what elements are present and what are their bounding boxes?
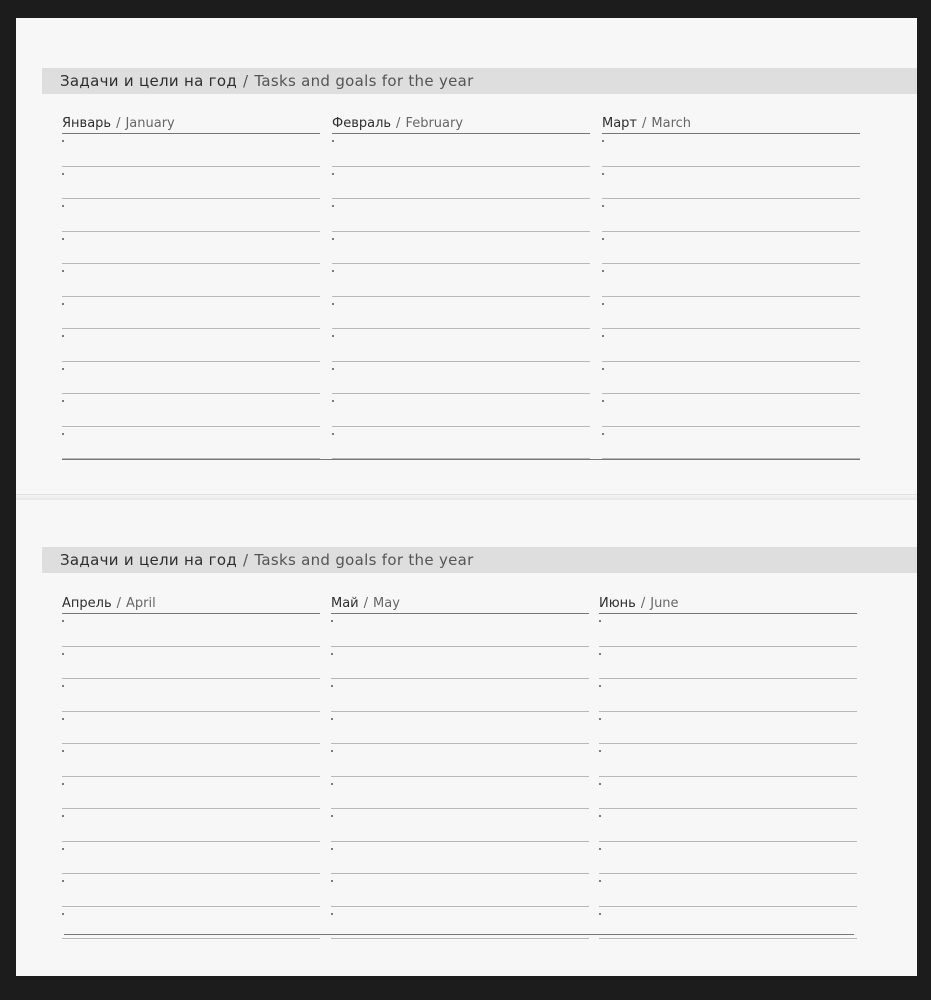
writing-line[interactable] (602, 232, 860, 265)
line-bullet-dot (62, 303, 64, 305)
writing-line[interactable] (599, 647, 857, 680)
writing-line[interactable] (62, 329, 320, 362)
writing-line[interactable] (599, 679, 857, 712)
line-bullet-dot (331, 620, 333, 622)
writing-line[interactable] (62, 744, 320, 777)
month-column-february (332, 112, 590, 459)
writing-lines[interactable] (331, 614, 589, 939)
month-name-en: March (651, 116, 692, 131)
month-name-en: May (373, 596, 400, 611)
line-bullet-dot (62, 433, 64, 435)
writing-line[interactable] (602, 134, 860, 167)
line-bullet-dot (332, 303, 334, 305)
line-bullet-dot (599, 913, 601, 915)
writing-line[interactable] (62, 842, 320, 875)
title-separator: / (243, 551, 249, 569)
writing-lines[interactable] (332, 134, 590, 459)
line-bullet-dot (332, 368, 334, 370)
line-bullet-dot (62, 685, 64, 687)
writing-line[interactable] (331, 712, 589, 745)
month-heading (62, 112, 320, 134)
writing-lines[interactable] (62, 134, 320, 459)
line-bullet-dot (62, 815, 64, 817)
month-name-ru: Январь (62, 116, 112, 131)
planner-page-bottom (16, 500, 917, 976)
writing-line[interactable] (62, 264, 320, 297)
line-bullet-dot (599, 815, 601, 817)
writing-lines[interactable] (599, 614, 857, 939)
line-bullet-dot (62, 718, 64, 720)
month-name-en: June (650, 596, 679, 611)
writing-line[interactable] (599, 874, 857, 907)
writing-line[interactable] (62, 134, 320, 167)
line-bullet-dot (62, 750, 64, 752)
section-title-en: Tasks and goals for the year (254, 72, 474, 90)
month-separator: / (116, 596, 122, 611)
month-column-april (62, 592, 320, 939)
line-bullet-dot (332, 238, 334, 240)
line-bullet-dot (62, 848, 64, 850)
line-bullet-dot (599, 718, 601, 720)
writing-line[interactable] (62, 614, 320, 647)
writing-line[interactable] (62, 427, 320, 460)
line-bullet-dot (602, 400, 604, 402)
bottom-rule (62, 459, 860, 460)
title-separator: / (243, 72, 249, 90)
line-bullet-dot (62, 913, 64, 915)
line-bullet-dot (332, 173, 334, 175)
line-bullet-dot (602, 173, 604, 175)
month-separator: / (116, 116, 121, 131)
writing-line[interactable] (62, 809, 320, 842)
writing-line[interactable] (331, 842, 589, 875)
writing-line[interactable] (602, 329, 860, 362)
writing-line[interactable] (331, 744, 589, 777)
writing-line[interactable] (602, 297, 860, 330)
line-bullet-dot (599, 750, 601, 752)
month-name-en: April (126, 596, 156, 611)
writing-line[interactable] (602, 362, 860, 395)
writing-line[interactable] (62, 199, 320, 232)
line-bullet-dot (331, 880, 333, 882)
line-bullet-dot (332, 335, 334, 337)
writing-line[interactable] (332, 297, 590, 330)
writing-line[interactable] (331, 679, 589, 712)
writing-line[interactable] (332, 329, 590, 362)
writing-line[interactable] (602, 167, 860, 200)
line-bullet-dot (332, 400, 334, 402)
month-separator: / (363, 596, 369, 611)
line-bullet-dot (332, 140, 334, 142)
month-column-march (602, 112, 860, 459)
writing-line[interactable] (62, 712, 320, 745)
line-bullet-dot (331, 653, 333, 655)
month-separator: / (640, 596, 646, 611)
line-bullet-dot (62, 620, 64, 622)
writing-line[interactable] (62, 232, 320, 265)
month-name-en: February (405, 116, 464, 131)
line-bullet-dot (599, 653, 601, 655)
writing-line[interactable] (62, 362, 320, 395)
section-title-band (42, 68, 917, 94)
writing-lines[interactable] (602, 134, 860, 459)
line-bullet-dot (599, 685, 601, 687)
line-bullet-dot (602, 335, 604, 337)
writing-line[interactable] (602, 199, 860, 232)
month-column-january (62, 112, 320, 459)
line-bullet-dot (62, 783, 64, 785)
writing-line[interactable] (332, 362, 590, 395)
month-name-ru: Июнь (599, 596, 636, 611)
line-bullet-dot (599, 783, 601, 785)
writing-line[interactable] (332, 167, 590, 200)
writing-line[interactable] (599, 614, 857, 647)
month-name-ru: Апрель (62, 596, 112, 611)
writing-line[interactable] (331, 777, 589, 810)
writing-line[interactable] (332, 199, 590, 232)
line-bullet-dot (332, 433, 334, 435)
writing-lines[interactable] (62, 614, 320, 939)
line-bullet-dot (62, 238, 64, 240)
line-bullet-dot (331, 913, 333, 915)
month-name-ru: Февраль (332, 116, 392, 131)
line-bullet-dot (602, 368, 604, 370)
month-name-ru: Март (602, 116, 638, 131)
line-bullet-dot (599, 620, 601, 622)
month-separator: / (642, 116, 647, 131)
line-bullet-dot (62, 400, 64, 402)
line-bullet-dot (331, 848, 333, 850)
line-bullet-dot (62, 880, 64, 882)
month-heading (332, 112, 590, 134)
writing-line[interactable] (62, 167, 320, 200)
section-title-ru: Задачи и цели на год (60, 72, 238, 90)
writing-line[interactable] (602, 394, 860, 427)
writing-line[interactable] (599, 777, 857, 810)
line-bullet-dot (602, 303, 604, 305)
line-bullet-dot (599, 880, 601, 882)
line-bullet-dot (62, 335, 64, 337)
writing-line[interactable] (332, 394, 590, 427)
writing-line[interactable] (332, 232, 590, 265)
writing-line[interactable] (62, 679, 320, 712)
writing-line[interactable] (332, 427, 590, 460)
month-heading (602, 112, 860, 134)
month-heading (62, 592, 320, 614)
writing-line[interactable] (331, 809, 589, 842)
writing-line[interactable] (62, 647, 320, 680)
writing-line[interactable] (332, 134, 590, 167)
month-heading (599, 592, 857, 614)
writing-line[interactable] (62, 874, 320, 907)
bottom-rule (64, 934, 854, 935)
writing-line[interactable] (599, 842, 857, 875)
line-bullet-dot (62, 653, 64, 655)
line-bullet-dot (602, 140, 604, 142)
writing-line[interactable] (331, 614, 589, 647)
planner-page-top (16, 18, 917, 498)
line-bullet-dot (62, 368, 64, 370)
writing-line[interactable] (602, 264, 860, 297)
line-bullet-dot (331, 815, 333, 817)
line-bullet-dot (331, 783, 333, 785)
month-separator: / (396, 116, 401, 131)
line-bullet-dot (62, 173, 64, 175)
line-bullet-dot (331, 685, 333, 687)
writing-line[interactable] (62, 297, 320, 330)
line-bullet-dot (331, 750, 333, 752)
section-title-en: Tasks and goals for the year (254, 551, 474, 569)
writing-line[interactable] (599, 809, 857, 842)
writing-line[interactable] (602, 427, 860, 460)
month-column-june (599, 592, 857, 939)
line-bullet-dot (602, 433, 604, 435)
writing-line[interactable] (331, 647, 589, 680)
line-bullet-dot (62, 205, 64, 207)
month-heading (331, 592, 589, 614)
section-title-band (42, 547, 917, 573)
line-bullet-dot (599, 848, 601, 850)
line-bullet-dot (602, 238, 604, 240)
writing-line[interactable] (62, 394, 320, 427)
line-bullet-dot (62, 270, 64, 272)
writing-line[interactable] (331, 874, 589, 907)
month-column-may (331, 592, 589, 939)
writing-line[interactable] (62, 777, 320, 810)
writing-line[interactable] (599, 744, 857, 777)
line-bullet-dot (332, 205, 334, 207)
writing-line[interactable] (332, 264, 590, 297)
month-name-ru: Май (331, 596, 359, 611)
line-bullet-dot (331, 718, 333, 720)
line-bullet-dot (332, 270, 334, 272)
line-bullet-dot (62, 140, 64, 142)
writing-line[interactable] (599, 712, 857, 745)
section-title-ru: Задачи и цели на год (60, 551, 238, 569)
line-bullet-dot (602, 205, 604, 207)
month-name-en: January (125, 116, 175, 131)
line-bullet-dot (602, 270, 604, 272)
